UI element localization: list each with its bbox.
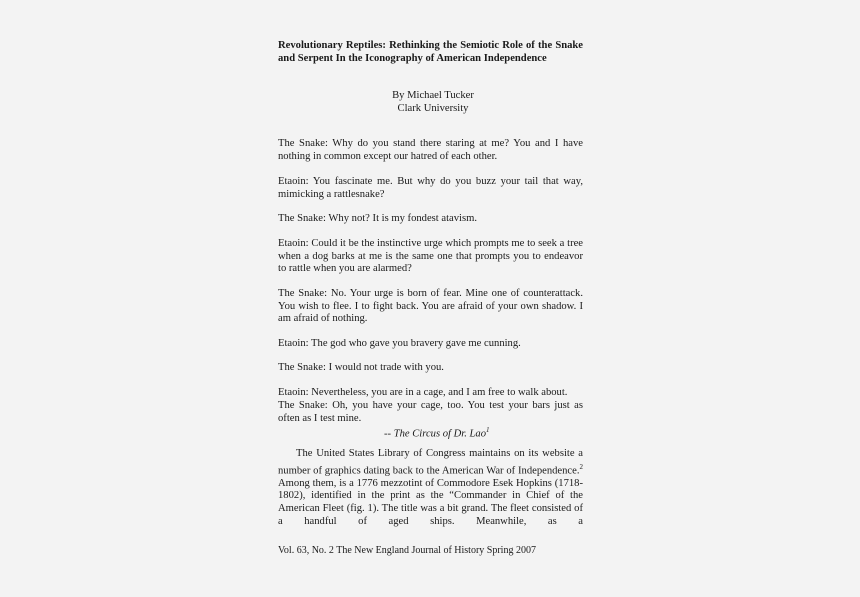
footnote-marker: 1 [486,426,490,434]
epigraph-attribution [384,424,490,441]
epigraph-line: The Snake: Oh, you have your cage, too. You test your bars just as often as I test mine. [278,400,583,424]
epigraph-line: Etaoin: Nevertheless, you are in a cage, and I am free to walk about. [278,387,568,398]
epigraph-line: The Snake: Why not? It is my fondest atavism. [278,213,477,224]
body-text-part1: The United States Library of Congress maintains on its website a number of graphics dating back to the American War of Independence. [278,448,583,477]
epigraph-line: The Snake: No. Your urge is born of fear. Mine one of counterattack. You wish to flee. I to fight back. You are afraid of your own shadow. I am afraid of nothing. [278,288,583,325]
epigraph-line: Etaoin: The god who gave you bravery gave me cunning. [278,338,521,349]
author-block [378,90,488,115]
epigraph-line: The Snake: I would not trade with you. [278,362,444,373]
author-byline: By Michael Tucker [392,90,474,101]
epigraph-line: Etaoin: You fascinate me. But why do you buzz your tail that way, mimicking a rattlesnake? [278,176,583,200]
body-text-part2: Among them, is a 1776 mezzotint of Commodore Esek Hopkins (1718-1802), identified in the print as the “Commander in Chief of the American Fleet (fig. 1). The title was a bit grand. The fleet consisted of a handful of aged ships. Meanwhile, as a [278,477,583,527]
epigraph-line: Etaoin: Could it be the instinctive urge which prompts me to seek a tree when a dog barks at me is the same one that prompts you to endeavor to rattle when you are alarmed? [278,238,583,275]
author-affiliation: Clark University [397,102,469,114]
footnote-marker: 2 [579,462,583,471]
body-paragraph [278,448,583,528]
attribution-text: -- The Circus of Dr. Lao [384,428,487,440]
article-title: Revolutionary Reptiles: Rethinking the Semiotic Role of the Snake and Serpent In the Iconography of American Independence [278,40,583,64]
page-footer: Vol. 63, No. 2 The New England Journal of History Spring 2007 [278,545,536,556]
epigraph-line: The Snake: Why do you stand there staring at me? You and I have nothing in common except our hatred of each other. [278,138,583,162]
